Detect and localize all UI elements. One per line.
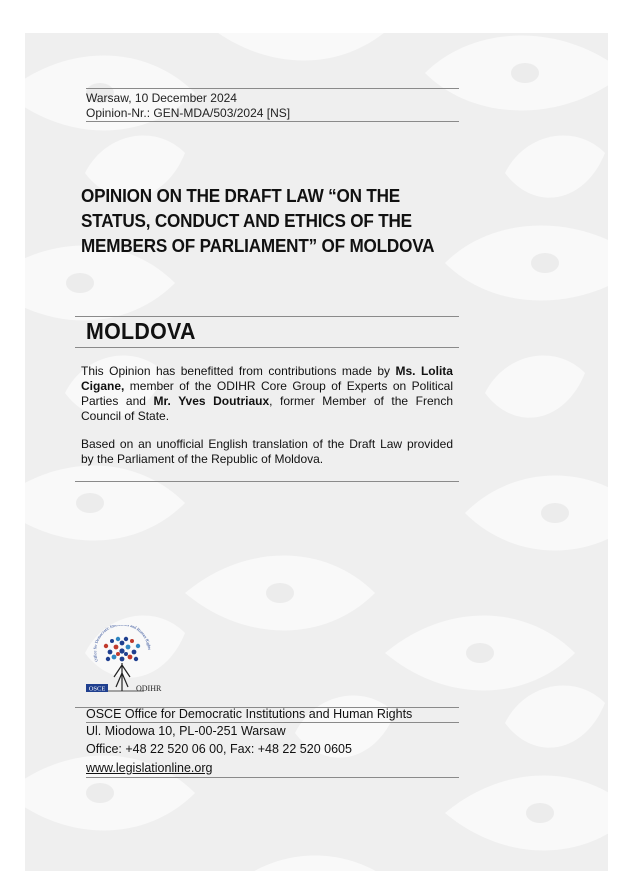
footer-website-link[interactable]: www.legislationline.org	[86, 761, 213, 775]
odihr-logo	[84, 625, 174, 697]
country-top-rule	[75, 316, 459, 317]
translation-note: Based on an unofficial English translation of the Draft Law provided by the Parliament of the Republic of Moldova.	[81, 437, 453, 466]
place-date: Warsaw, 10 December 2024	[86, 91, 237, 105]
logo-odihr-label: ODIHR	[136, 684, 162, 693]
country-bottom-rule	[75, 347, 459, 348]
footer-phone: Office: +48 22 520 06 00, Fax: +48 22 520 0605	[86, 742, 352, 756]
expert-2-description: , former Member of the French Council of State.	[81, 394, 454, 423]
section-bottom-rule	[75, 481, 459, 482]
footer-rule-2	[86, 722, 459, 723]
odihr-tree-icon	[84, 625, 174, 697]
footer-bottom-rule	[86, 777, 459, 778]
expert-1-name: Ms. Lolita Cigane,	[81, 364, 453, 393]
country-heading: MOLDOVA	[86, 318, 196, 344]
document-title: OPINION ON THE DRAFT LAW “ON THE STATUS, CONDUCT AND ETHICS OF THE MEMBERS OF PARLIAMENT” OF MOLDOVA	[81, 185, 435, 256]
expert-1-description: member of the ODIHR Core Group of Experts on Political Parties and	[81, 379, 453, 408]
contributions-intro: This Opinion has benefitted from contributions made by	[81, 364, 391, 378]
logo-osce-label: OSCE	[88, 685, 106, 693]
logo-ring-text: Office for Democratic Ins and Human Rights	[92, 625, 153, 663]
expert-2-name: Mr. Yves Doutriaux	[153, 394, 270, 408]
footer-address: Ul. Miodowa 10, PL-00-251 Warsaw	[86, 724, 286, 738]
footer-organization: OSCE Office for Democratic Institutions and Human Rights	[86, 707, 413, 721]
header-bottom-rule	[86, 121, 459, 122]
contributions-paragraph	[81, 364, 453, 424]
header-top-rule	[86, 88, 459, 89]
opinion-number: Opinion-Nr.: GEN-MDA/503/2024 [NS]	[86, 106, 291, 120]
